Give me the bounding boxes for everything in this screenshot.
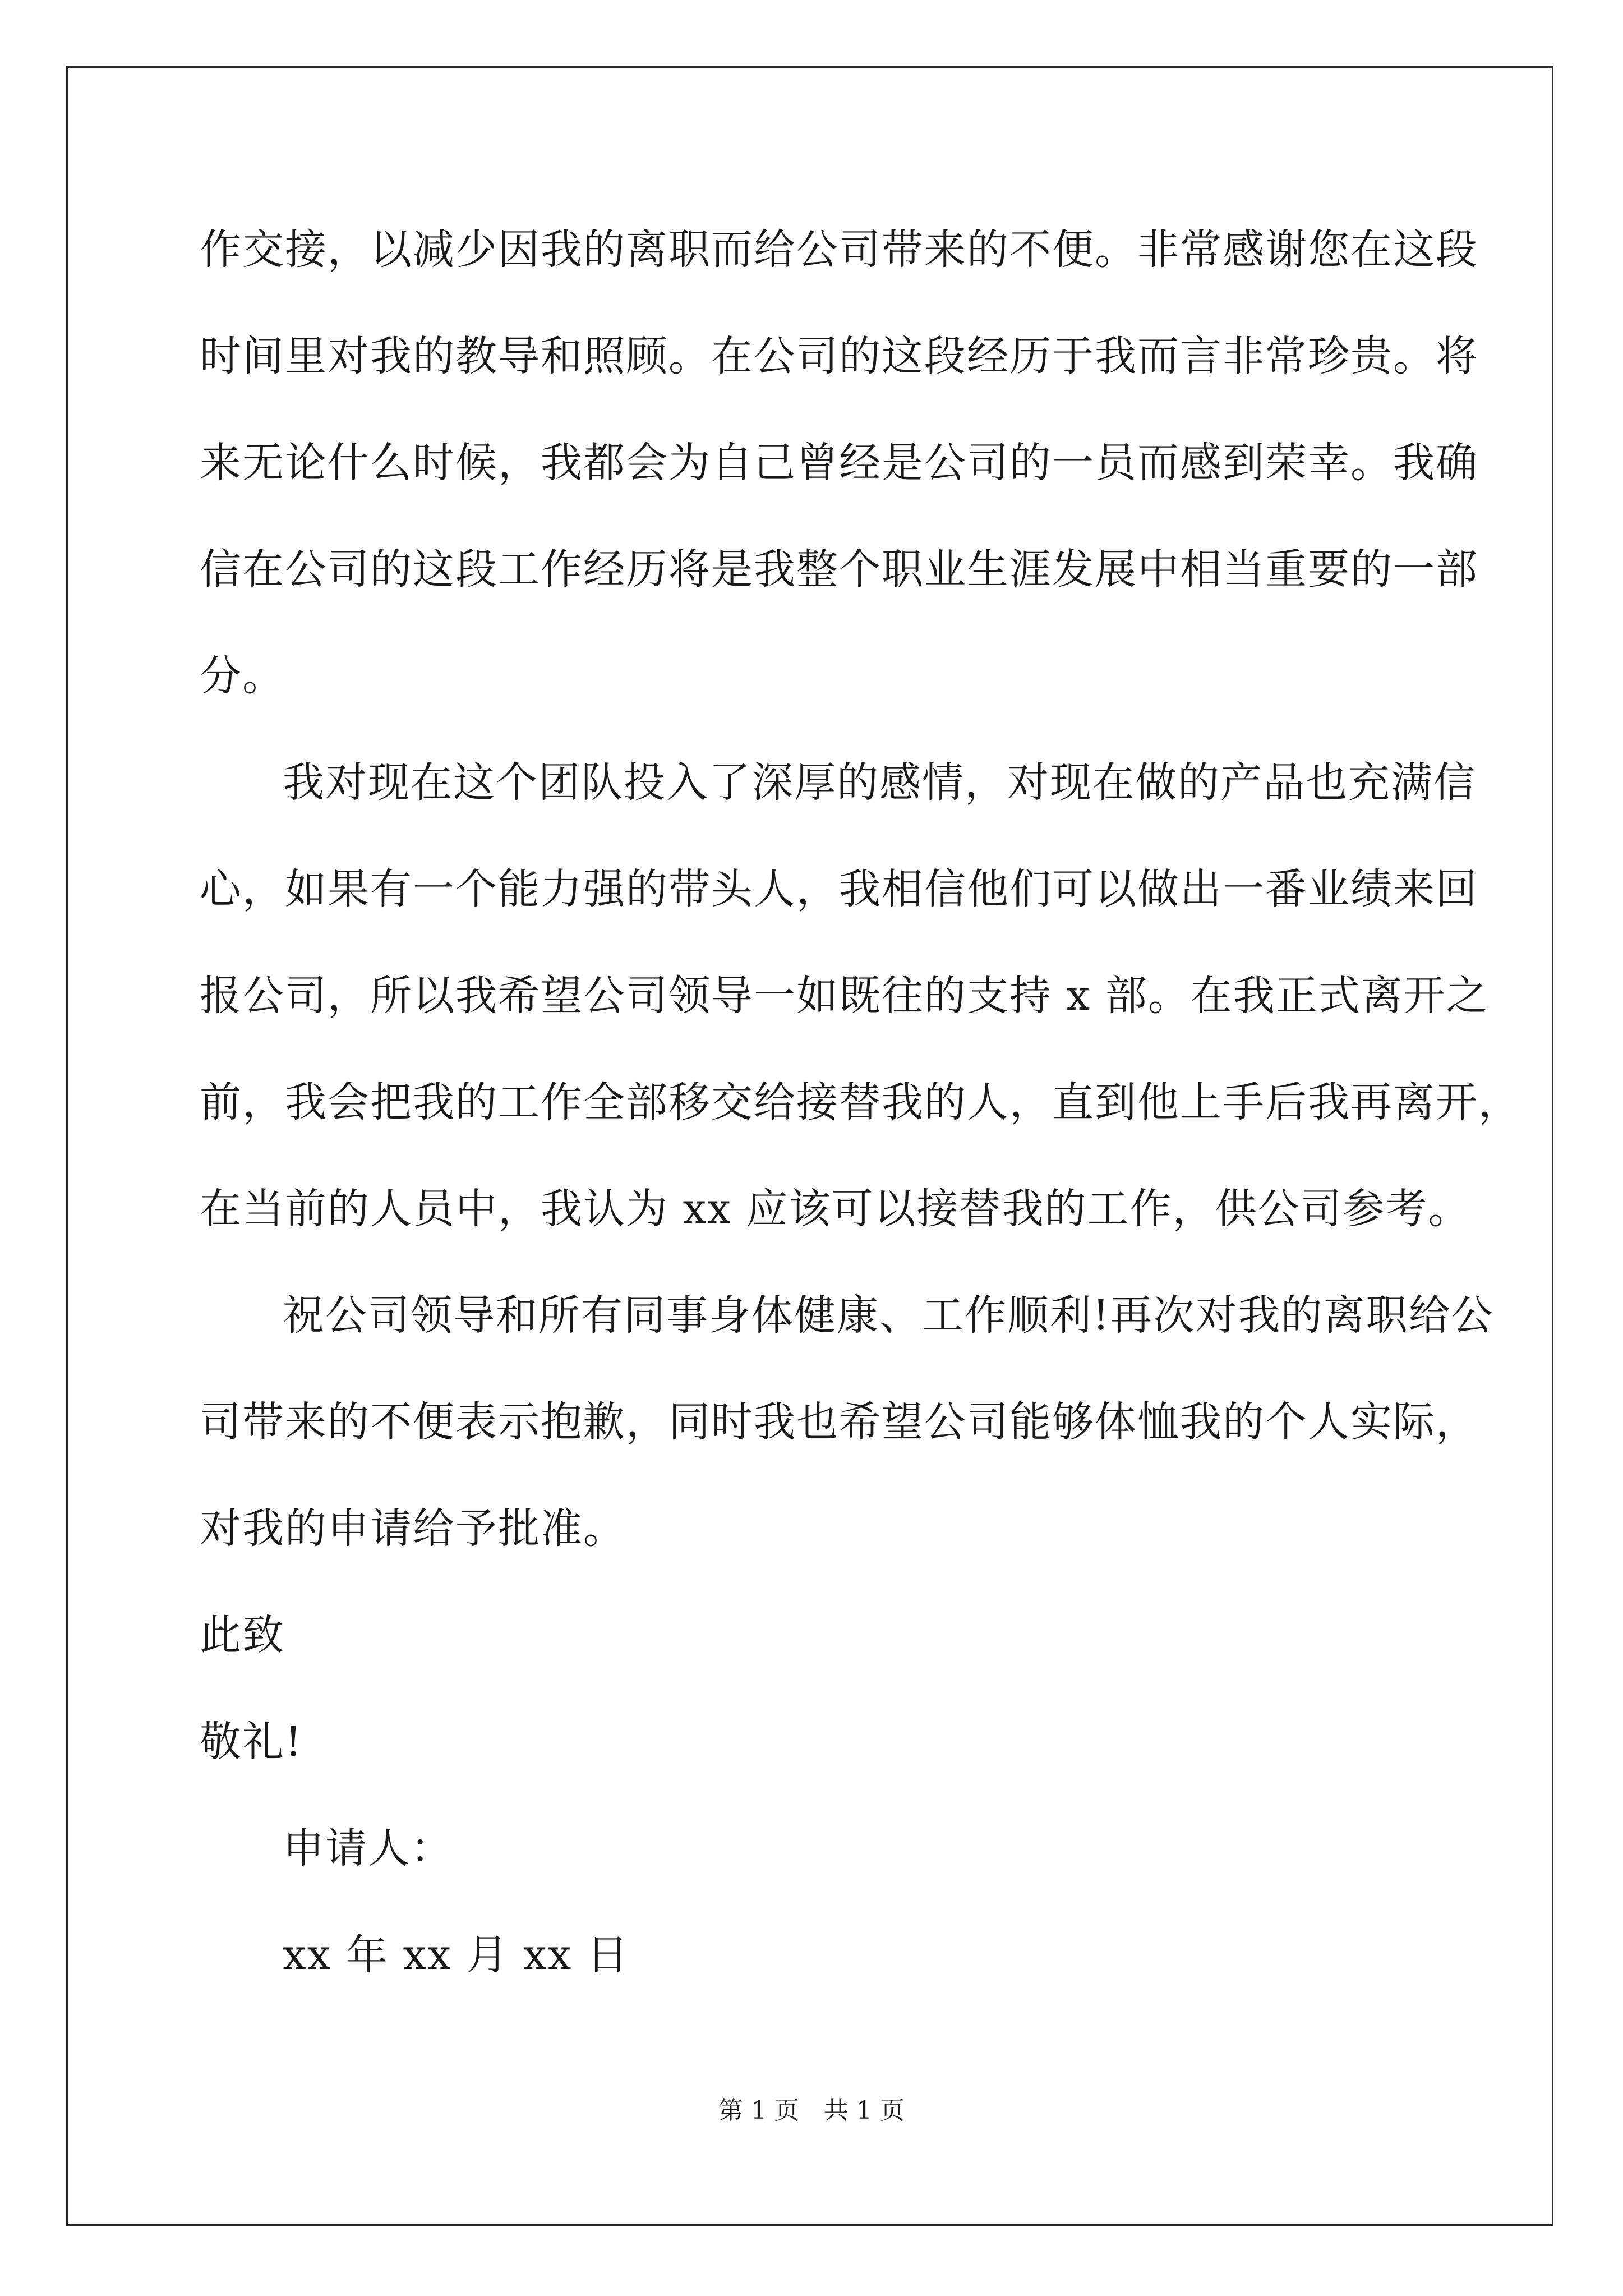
body-line: 分。 [200,652,285,700]
body-line: 心，如果有一个能力强的带头人，我相信他们可以做出一番业绩来回 [200,865,1478,913]
paragraph-start: 我对现在这个团队投入了深厚的感情，对现在做的产品也充满信 [283,758,1476,807]
body-line: 信在公司的这段工作经历将是我整个职业生涯发展中相当重要的一部 [200,545,1478,593]
body-line: 在当前的人员中，我认为 xx 应该可以接替我的工作，供公司参考。 [200,1185,1471,1233]
body-line: 前，我会把我的工作全部移交给接替我的人，直到他上手后我再离开， [200,1078,1521,1126]
paragraph-start: 祝公司领导和所有同事身体健康、工作顺利!再次对我的离职给公 [283,1291,1494,1340]
body-line: 来无论什么时候，我都会为自己曾经是公司的一员而感到荣幸。我确 [200,439,1478,487]
page-border [66,66,1553,2226]
date-line: xx 年 xx 月 xx 日 [283,1931,630,1979]
body-line: 对我的申请给予批准。 [200,1504,626,1553]
page-number: 第 1 页 共 1 页 [718,2096,905,2125]
closing-regards: 敬礼! [200,1718,303,1766]
body-line: 报公司，所以我希望公司领导一如既往的支持 x 部。在我正式离开之 [200,972,1489,1020]
closing-salutation: 此致 [200,1611,285,1659]
body-line: 司带来的不便表示抱歉，同时我也希望公司能够体恤我的个人实际， [200,1398,1478,1446]
applicant-label: 申请人： [283,1824,453,1872]
body-line: 作交接，以减少因我的离职而给公司带来的不便。非常感谢您在这段 [200,226,1478,274]
body-line: 时间里对我的教导和照顾。在公司的这段经历于我而言非常珍贵。将 [200,332,1478,380]
